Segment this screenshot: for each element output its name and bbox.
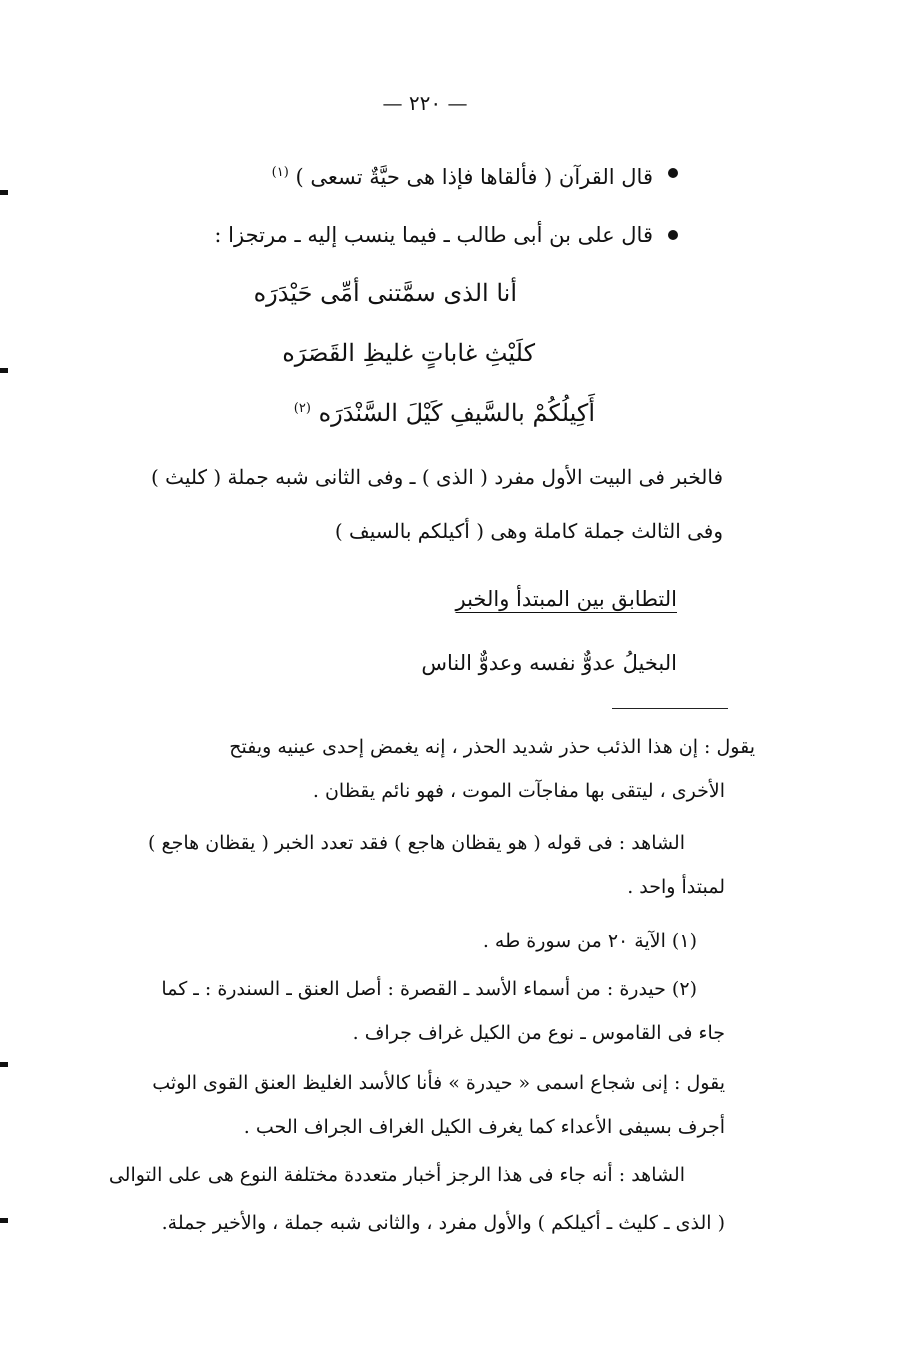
ali-intro-line: قال على بن أبى طالب ـ فيما ينسب إليه ـ مرتجزا : [214,223,653,247]
footnote-2-line-1: (٢) حيدرة : من أسماء الأسد ـ القصرة : أصل العنق ـ السندرة : ـ كما [161,978,697,1000]
scan-mark [0,1218,8,1223]
quran-quote: قال القرآن ( فألقاها فإذا هى حيَّةٌ تسعى ) [295,165,653,189]
bullet-icon [668,168,678,178]
bullet-icon [668,230,678,240]
scan-mark [0,190,8,195]
footnote-2-line-2: جاء فى القاموس ـ نوع من الكيل غراف جراف . [352,1022,725,1044]
footnote-1: (١) الآية ٢٠ من سورة طه . [482,930,697,952]
footnote-4-line-1: الشاهد : أنه جاء فى هذا الرجز أخبار متعددة مختلفة النوع هى على التوالى [108,1164,685,1186]
footnote-4-line-2: ( الذى ـ كليث ـ أكيلكم ) والأول مفرد ، والثانى شبه جملة ، والأخير جملة. [161,1212,725,1234]
quran-quote-line [272,158,653,192]
page-number: — ٢٢٠ — [382,91,468,115]
note-line-1: يقول : إن هذا الذئب حذر شديد الحذر ، إنه يغمض إحدى عينيه ويفتح [229,736,755,758]
scan-mark [0,1062,8,1067]
verse-3: أَكِيلُكُمْ بالسَّيفِ كَيْلَ السَّنْدَرَه [318,399,595,427]
note-line-4: لمبتدأ واحد . [627,876,725,898]
footnote-ref-2: (٢) [293,401,311,416]
paragraph-line-1: فالخبر فى البيت الأول مفرد ( الذى ) ـ وفى الثانى شبه جملة ( كليث ) [151,465,723,489]
verse-2: كلَيْثِ غاباتٍ غليظِ القَصَرَه [282,339,535,367]
paragraph-line-2: وفى الثالث جملة كاملة وهى ( أكيلكم بالسيف ) [334,519,723,543]
footnote-ref-1: (١) [271,165,289,180]
section-heading: التطابق بين المبتدأ والخبر [455,587,677,611]
footnote-3-line-1: يقول : إنى شجاع اسمى « حيدرة » فأنا كالأسد الغليظ العنق القوى الوثب [152,1072,725,1094]
verse-3-line [294,394,595,428]
example-sentence: البخيلُ عدوٌّ نفسه وعدوٌّ الناس [421,651,677,675]
footnote-3-line-2: أجرف بسيفى الأعداء كما يغرف الكيل الغراف الجراف الحب . [243,1116,725,1138]
note-line-3: الشاهد : فى قوله ( هو يقظان هاجع ) فقد تعدد الخبر ( يقظان هاجع ) [148,832,685,854]
footnote-separator [612,708,728,709]
note-line-2: الأخرى ، ليتقى بها مفاجآت الموت ، فهو نائم يقظان . [312,780,725,802]
scan-mark [0,368,8,373]
verse-1: أنا الذى سمَّتنى أمِّى حَيْدَرَه [253,279,517,307]
